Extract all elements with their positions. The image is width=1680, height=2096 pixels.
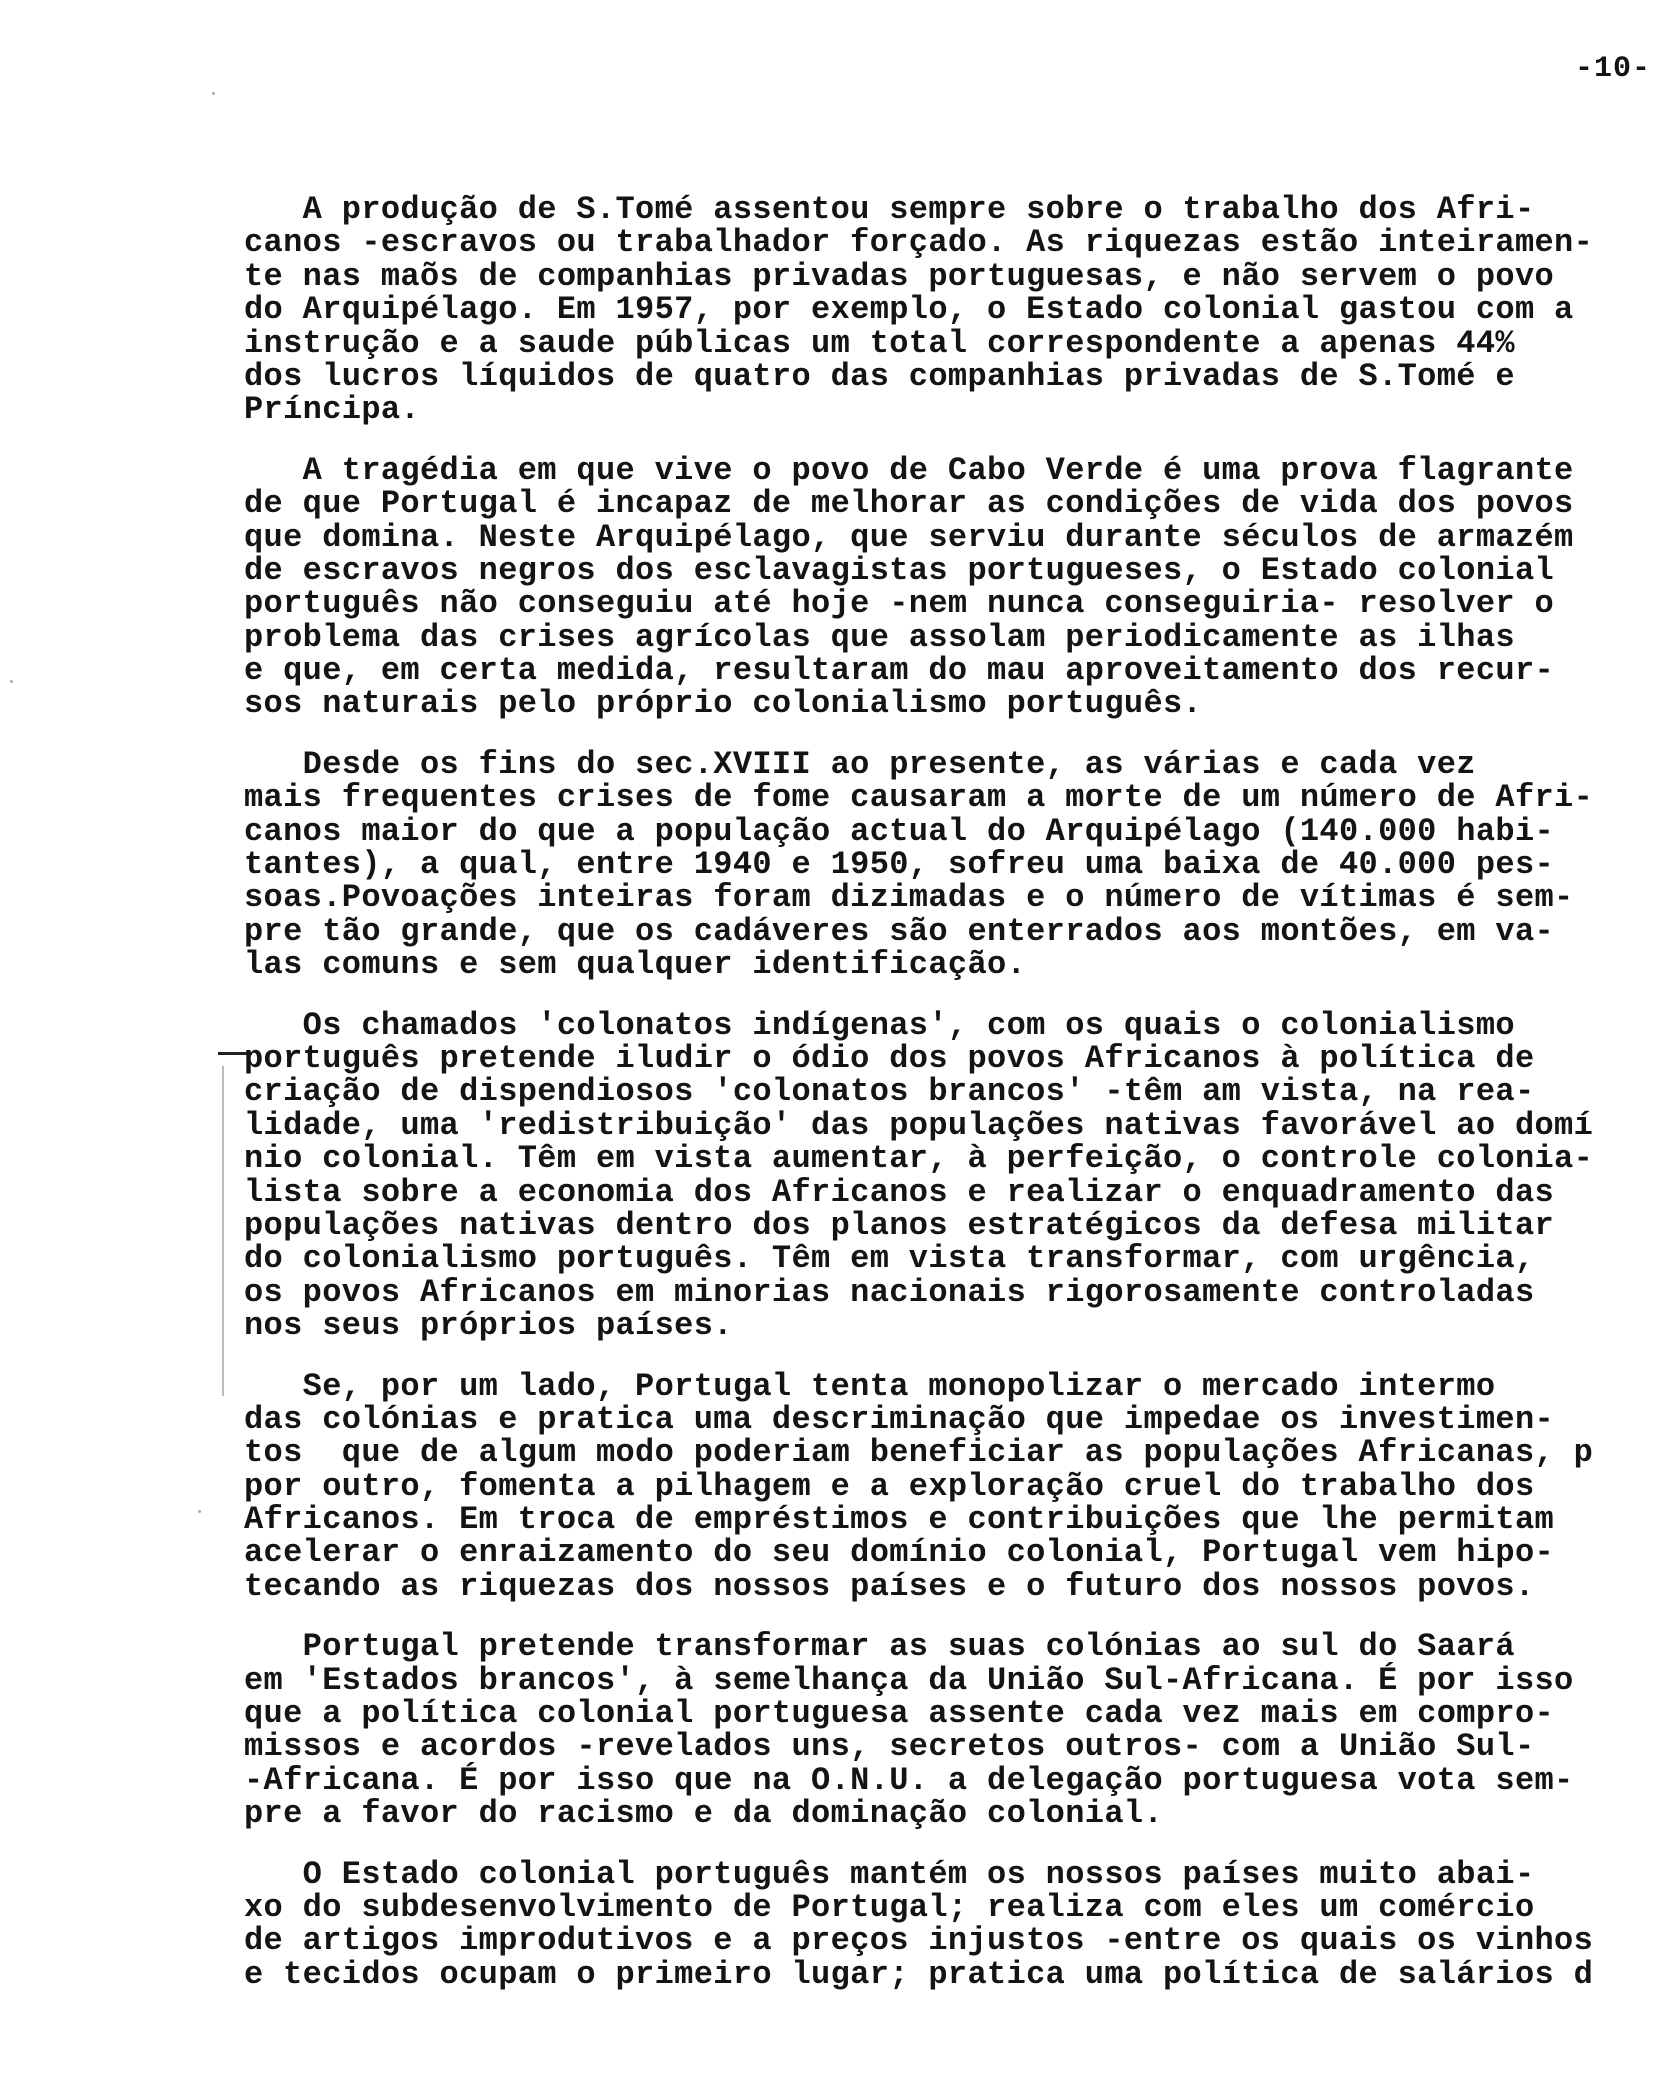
scan-speck xyxy=(212,92,215,95)
text-line: instrução e a saude públicas um total correspondente a apenas 44% xyxy=(244,324,1515,362)
text-line: Príncipa. xyxy=(244,391,420,429)
text-line: Portugal pretende transformar as suas colónias ao sul do Saará xyxy=(244,1628,1515,1666)
text-line: dos lucros líquidos de quatro das companhias privadas de S.Tomé e xyxy=(244,357,1515,395)
text-line: Africanos. Em troca de empréstimos e contribuições que lhe permitam xyxy=(244,1501,1555,1539)
text-line: las comuns e sem qualquer identificação. xyxy=(244,946,1027,984)
text-line: sos naturais pelo próprio colonialismo português. xyxy=(244,685,1203,723)
text-line: de escravos negros dos esclavagistas portugueses, o Estado colonial xyxy=(244,551,1555,589)
text-line: e tecidos ocupam o primeiro lugar; pratica uma política de salários d xyxy=(244,1955,1594,1993)
text-line: do Arquipélago. Em 1957, por exemplo, o Estado colonial gastou com a xyxy=(244,291,1574,329)
paragraph xyxy=(244,193,1664,427)
text-line: criação de dispendiosos 'colonatos brancos' -têm am vista, na rea- xyxy=(244,1073,1535,1111)
text-line: tantes), a qual, entre 1940 e 1950, sofreu uma baixa de 40.000 pes- xyxy=(244,846,1555,884)
text-line: O Estado colonial português mantém os nossos países muito abai- xyxy=(244,1855,1535,1893)
text-line: nio colonial. Têm em vista aumentar, à perfeição, o controle colonia- xyxy=(244,1140,1594,1178)
text-line: mais frequentes crises de fome causaram a morte de um número de Afri- xyxy=(244,779,1594,817)
text-line: de que Portugal é incapaz de melhorar as condições de vida dos povos xyxy=(244,485,1574,523)
text-line: te nas maõs de companhias privadas portuguesas, e não servem o povo xyxy=(244,257,1555,295)
text-line: português não conseguiu até hoje -nem nunca conseguiria- resolver o xyxy=(244,585,1555,623)
body-text xyxy=(244,193,1664,2018)
text-line: populações nativas dentro dos planos estratégicos da defesa militar xyxy=(244,1206,1555,1244)
text-line: acelerar o enraizamento do seu domínio colonial, Portugal vem hipo- xyxy=(244,1534,1555,1572)
text-line: português pretende iludir o ódio dos povos Africanos à política de xyxy=(244,1039,1535,1077)
scan-speck xyxy=(10,680,13,683)
text-line: das colónias e pratica uma descriminação que impedae os investimen- xyxy=(244,1400,1555,1438)
paragraph xyxy=(244,1628,1664,1833)
text-line: missos e acordos -revelados uns, secretos outros- com a União Sul- xyxy=(244,1728,1535,1766)
text-line: Os chamados 'colonatos indígenas', com os quais o colonialismo xyxy=(244,1006,1515,1044)
text-line: lista sobre a economia dos Africanos e realizar o enquadramento das xyxy=(244,1173,1555,1211)
text-line: A produção de S.Tomé assentou sempre sobre o trabalho dos Afri- xyxy=(244,191,1535,228)
text-line: pre tão grande, que os cadáveres são enterrados aos montões, em va- xyxy=(244,912,1555,950)
text-line: que a política colonial portuguesa assente cada vez mais em compro- xyxy=(244,1695,1555,1733)
text-line: nos seus próprios países. xyxy=(244,1307,733,1345)
text-line: que domina. Neste Arquipélago, que serviu durante séculos de armazém xyxy=(244,518,1574,556)
text-line: Se, por um lado, Portugal tenta monopolizar o mercado intermo xyxy=(244,1367,1496,1405)
text-line: -Africana. É por isso que na O.N.U. a delegação portuguesa vota sem- xyxy=(244,1761,1574,1799)
text-line: soas.Povoações inteiras foram dizimadas e o número de vítimas é sem- xyxy=(244,879,1574,917)
text-line: Desde os fins do sec.XVIII ao presente, as várias e cada vez xyxy=(244,745,1476,783)
text-line: de artigos improdutivos e a preços injustos -entre os quais os vinhos xyxy=(244,1922,1594,1960)
text-line: em 'Estados brancos', à semelhança da União Sul-Africana. É por isso xyxy=(244,1661,1574,1699)
text-line: lidade, uma 'redistribuição' das populações nativas favorável ao domí xyxy=(244,1106,1594,1144)
text-line: xo do subdesenvolvimento de Portugal; realiza com eles um comércio xyxy=(244,1888,1535,1926)
text-line: problema das crises agrícolas que assolam periodicamente as ilhas xyxy=(244,618,1515,656)
text-line: tecando as riquezas dos nossos países e o futuro dos nossos povos. xyxy=(244,1567,1535,1605)
paragraph xyxy=(244,1367,1664,1605)
text-line: canos maior do que a população actual do Arquipélago (140.000 habi- xyxy=(244,812,1555,850)
text-line: por outro, fomenta a pilhagem e a exploração cruel do trabalho dos xyxy=(244,1467,1535,1505)
paragraph xyxy=(244,451,1664,723)
text-line: tos que de algum modo poderiam beneficiar as populações Africanas, p xyxy=(244,1434,1594,1472)
text-line: os povos Africanos em minorias nacionais rigorosamente controladas xyxy=(244,1273,1535,1311)
text-line: pre a favor do racismo e da dominação colonial. xyxy=(244,1795,1163,1833)
paragraph xyxy=(244,1855,1664,1993)
text-line: canos -escravos ou trabalhador forçado. As riquezas estão inteiramen- xyxy=(244,224,1594,262)
margin-line xyxy=(222,1066,224,1396)
scan-speck xyxy=(198,1510,201,1513)
paragraph xyxy=(244,745,1664,984)
text-line: e que, em certa medida, resultaram do mau aproveitamento dos recur- xyxy=(244,652,1555,690)
paragraph xyxy=(244,1006,1664,1345)
page-number: -10- xyxy=(1575,52,1652,86)
text-line: do colonialismo português. Têm em vista transformar, com urgência, xyxy=(244,1240,1535,1278)
text-line: A tragédia em que vive o povo de Cabo Verde é uma prova flagrante xyxy=(244,451,1574,489)
